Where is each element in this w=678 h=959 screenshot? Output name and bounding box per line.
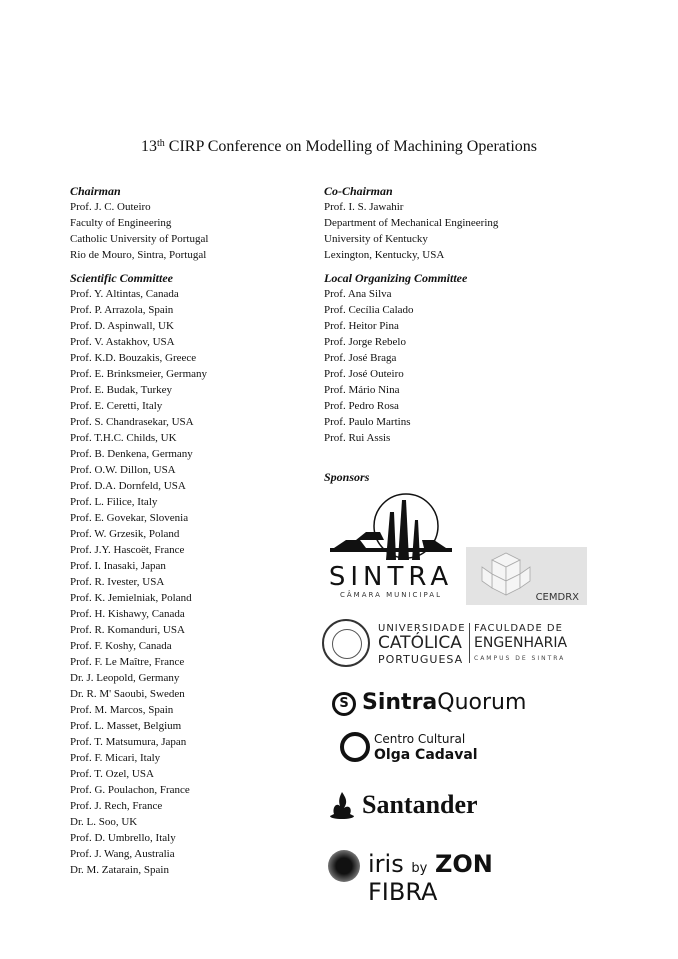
committee-member: Prof. F. Micari, Italy <box>70 752 161 764</box>
ucp-line3: PORTUGUESA <box>378 653 464 666</box>
committee-member: Prof. F. Koshy, Canada <box>70 640 172 652</box>
committee-member: Prof. M. Marcos, Spain <box>70 704 174 716</box>
local-committee-member: Prof. Heitor Pina <box>324 320 399 332</box>
committee-member: Prof. T. Matsumura, Japan <box>70 736 187 748</box>
ucp-line2: CATÓLICA <box>378 633 462 653</box>
co-chairman-heading: Co-Chairman <box>324 184 393 198</box>
conference-title <box>0 138 678 156</box>
scientific-committee-block <box>70 270 310 878</box>
quorum-text <box>362 690 526 715</box>
local-committee-member: Prof. Mário Nina <box>324 384 400 396</box>
committee-member: Prof. B. Denkena, Germany <box>70 448 193 460</box>
sintra-logo <box>326 490 456 600</box>
sintra-subtitle: CÂMARA MUNICIPAL <box>340 591 442 599</box>
sponsors-heading: Sponsors <box>324 470 370 484</box>
local-committee-member: Prof. José Outeiro <box>324 368 404 380</box>
cemdrx-name: CEMDRX <box>535 592 579 603</box>
committee-member: Prof. D.A. Dornfeld, USA <box>70 480 186 492</box>
committee-member: Dr. R. M' Saoubi, Sweden <box>70 688 185 700</box>
committee-member: Dr. J. Leopold, Germany <box>70 672 180 684</box>
committee-member: Prof. J. Rech, France <box>70 800 163 812</box>
chairman-lines <box>70 199 310 263</box>
committee-member: Prof. E. Ceretti, Italy <box>70 400 163 412</box>
committee-member: Prof. I. Inasaki, Japan <box>70 560 166 572</box>
co-chairman-lines <box>324 199 614 263</box>
local-committee-member: Prof. Pedro Rosa <box>324 400 399 412</box>
committee-member: Prof. K. Jemielniak, Poland <box>70 592 192 604</box>
committee-member: Prof. E. Brinksmeier, Germany <box>70 368 208 380</box>
local-committee-member: Prof. José Braga <box>324 352 397 364</box>
quorum-rest: Quorum <box>437 690 527 715</box>
sintraquorum-logo <box>332 690 532 720</box>
local-committee-block <box>324 270 614 446</box>
ucp-logo <box>322 617 590 669</box>
left-column <box>70 180 310 885</box>
university-seal-icon <box>322 619 370 667</box>
iris-main: iris <box>368 850 404 878</box>
committee-member: Prof. H. Kishawy, Canada <box>70 608 185 620</box>
local-committee-member: Prof. Jorge Rebelo <box>324 336 406 348</box>
olga-cadaval-logo <box>340 730 490 768</box>
committee-member: Prof. E. Budak, Turkey <box>70 384 173 396</box>
committee-member: Prof. T.H.C. Childs, UK <box>70 432 177 444</box>
santander-name: Santander <box>362 790 478 819</box>
chairman-line: Catholic University of Portugal <box>70 233 209 245</box>
iris-text <box>368 850 568 906</box>
ucp-divider <box>469 623 470 663</box>
iris-circle-icon <box>328 850 360 882</box>
co-chairman-line: Prof. I. S. Jawahir <box>324 201 404 213</box>
committee-member: Prof. L. Masset, Belgium <box>70 720 182 732</box>
committee-member: Prof. O.W. Dillon, USA <box>70 464 176 476</box>
local-committee-member: Prof. Ana Silva <box>324 288 392 300</box>
committee-member: Prof. J. Wang, Australia <box>70 848 175 860</box>
scientific-committee-list <box>70 286 310 878</box>
chairman-block <box>70 183 310 263</box>
title-number: 13 <box>140 138 157 155</box>
sintra-name: SINTRA <box>328 562 454 592</box>
local-committee-list <box>324 286 614 446</box>
co-chairman-line: Department of Mechanical Engineering <box>324 217 499 229</box>
quorum-bold: Sintra <box>362 690 438 715</box>
title-rest: CIRP Conference on Modelling of Machining Operations <box>164 138 537 155</box>
co-chairman-block <box>324 183 614 263</box>
co-chairman-line: University of Kentucky <box>324 233 428 245</box>
committee-member: Prof. D. Umbrello, Italy <box>70 832 176 844</box>
chairman-line: Faculty of Engineering <box>70 217 172 229</box>
committee-member: Prof. S. Chandrasekar, USA <box>70 416 194 428</box>
olga-line2: Olga Cadaval <box>374 747 478 763</box>
co-chairman-line: Lexington, Kentucky, USA <box>324 249 445 261</box>
title-ordinal: th <box>156 138 165 149</box>
committee-member: Prof. D. Aspinwall, UK <box>70 320 174 332</box>
olga-line1: Centro Cultural <box>374 732 466 746</box>
local-committee-member: Prof. Paulo Martins <box>324 416 411 428</box>
committee-member: Prof. K.D. Bouzakis, Greece <box>70 352 197 364</box>
committee-member: Prof. E. Govekar, Slovenia <box>70 512 189 524</box>
committee-member: Prof. R. Ivester, USA <box>70 576 165 588</box>
committee-member: Prof. F. Le Maître, France <box>70 656 185 668</box>
committee-member: Dr. M. Zatarain, Spain <box>70 864 169 876</box>
ucp-line4: FACULDADE DE <box>474 623 563 634</box>
flame-icon <box>328 792 356 822</box>
chairman-heading: Chairman <box>70 184 121 198</box>
ucp-line5: ENGENHARIA <box>474 635 568 651</box>
cemdrx-logo <box>466 547 587 605</box>
chairman-line: Prof. J. C. Outeiro <box>70 201 151 213</box>
local-committee-member: Prof. Cecília Calado <box>324 304 414 316</box>
committee-member: Dr. L. Soo, UK <box>70 816 138 828</box>
committee-member: Prof. W. Grzesik, Poland <box>70 528 180 540</box>
committee-member: Prof. G. Poulachon, France <box>70 784 190 796</box>
cube-grid-icon <box>476 549 536 605</box>
committee-member: Prof. P. Arrazola, Spain <box>70 304 174 316</box>
ucp-line6: CAMPUS DE SINTRA <box>474 655 566 662</box>
sintra-emblem-icon <box>326 490 456 562</box>
committee-member: Prof. Y. Altintas, Canada <box>70 288 179 300</box>
iris-fibra: FIBRA <box>368 878 438 906</box>
local-committee-heading: Local Organizing Committee <box>324 271 468 285</box>
ring-icon <box>340 732 370 762</box>
santander-logo <box>328 790 488 824</box>
local-committee-member: Prof. Rui Assis <box>324 432 391 444</box>
iris-by: by <box>411 861 428 876</box>
chairman-line: Rio de Mouro, Sintra, Portugal <box>70 249 207 261</box>
committee-member: Prof. R. Komanduri, USA <box>70 624 185 636</box>
ucp-line1: UNIVERSIDADE <box>378 623 466 634</box>
quorum-s-icon: S <box>332 692 356 716</box>
scientific-committee-heading: Scientific Committee <box>70 271 173 285</box>
iris-zon: ZON <box>434 850 493 878</box>
committee-member: Prof. V. Astakhov, USA <box>70 336 175 348</box>
iris-zon-logo <box>328 848 568 906</box>
committee-member: Prof. L. Filice, Italy <box>70 496 158 508</box>
committee-member: Prof. T. Ozel, USA <box>70 768 154 780</box>
committee-member: Prof. J.Y. Hascoët, France <box>70 544 185 556</box>
right-column <box>324 180 614 453</box>
